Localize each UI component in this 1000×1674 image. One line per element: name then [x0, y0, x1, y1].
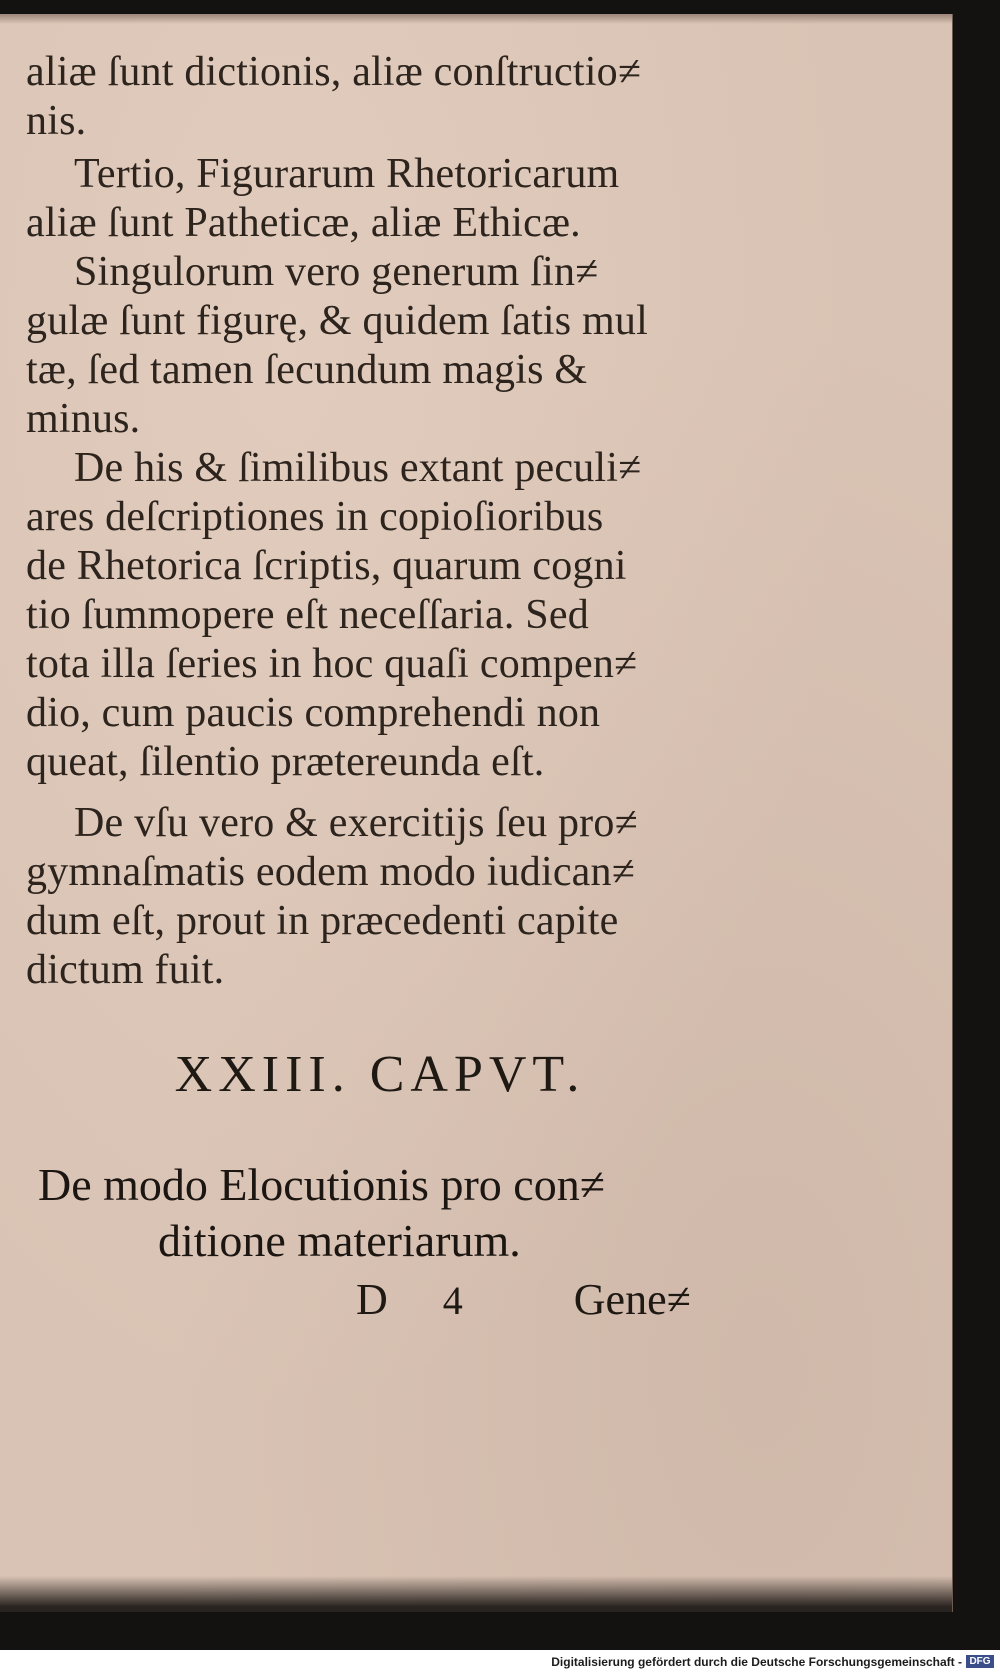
text-line: queat, ſilentio prætereunda eſt. — [26, 739, 545, 785]
text-line: Tertio, Figurarum Rhetoricarum — [74, 151, 620, 197]
signature-number: 4 — [442, 1278, 463, 1323]
text-line: dictum fuit. — [26, 947, 225, 993]
page-bottom-edge — [0, 1576, 952, 1612]
text-line: minus. — [26, 396, 141, 442]
chapter-title-line: ditione materiarum. — [158, 1215, 521, 1266]
text-line: Singulorum vero generum ſin≠ — [74, 249, 599, 295]
footer-bar — [0, 1650, 1000, 1674]
text-line: de Rhetorica ſcriptis, quarum cogni — [26, 543, 627, 589]
footer-credit: Digitalisierung gefördert durch die Deutsche Forschungsgemeinschaft - — [551, 1655, 962, 1669]
signature-line — [356, 1274, 716, 1325]
text-line: gymnaſmatis eodem modo iudican≠ — [26, 849, 635, 895]
chapter-title — [38, 1157, 738, 1269]
text-line: dio, cum paucis comprehendi non — [26, 690, 601, 736]
text-line: tio ſummopere eſt neceſſaria. Sed — [26, 592, 589, 638]
chapter-title-line: De modo Elocutionis pro con≠ — [38, 1159, 605, 1210]
catchword: Gene≠ — [573, 1275, 691, 1324]
page-top-shadow — [0, 14, 952, 24]
text-line: tota illa ſeries in hoc quaſi compen≠ — [26, 641, 638, 687]
dfg-logo: DFG — [966, 1655, 994, 1668]
text-line: tæ, ſed tamen ſecundum magis & — [26, 347, 588, 393]
text-line: nis. — [26, 98, 87, 144]
text-line: dum eſt, prout in præcedenti capite — [26, 898, 619, 944]
text-line: ares deſcriptiones in copioſioribus — [26, 494, 604, 540]
text-line: aliæ ſunt dictionis, aliæ conſtructio≠ — [26, 49, 642, 95]
text-line: De vſu vero & exercitijs ſeu pro≠ — [74, 800, 638, 846]
book-page — [0, 14, 953, 1612]
text-line: gulæ ſunt figurę, & quidem ſatis mul — [26, 298, 648, 344]
chapter-heading: XXIII. CAPVT. — [174, 1046, 586, 1103]
body-text — [26, 48, 702, 995]
signature-mark: D — [356, 1275, 388, 1324]
text-line: aliæ ſunt Patheticæ, aliæ Ethicæ. — [26, 200, 581, 246]
text-line: De his & ſimilibus extant peculi≠ — [74, 445, 642, 491]
